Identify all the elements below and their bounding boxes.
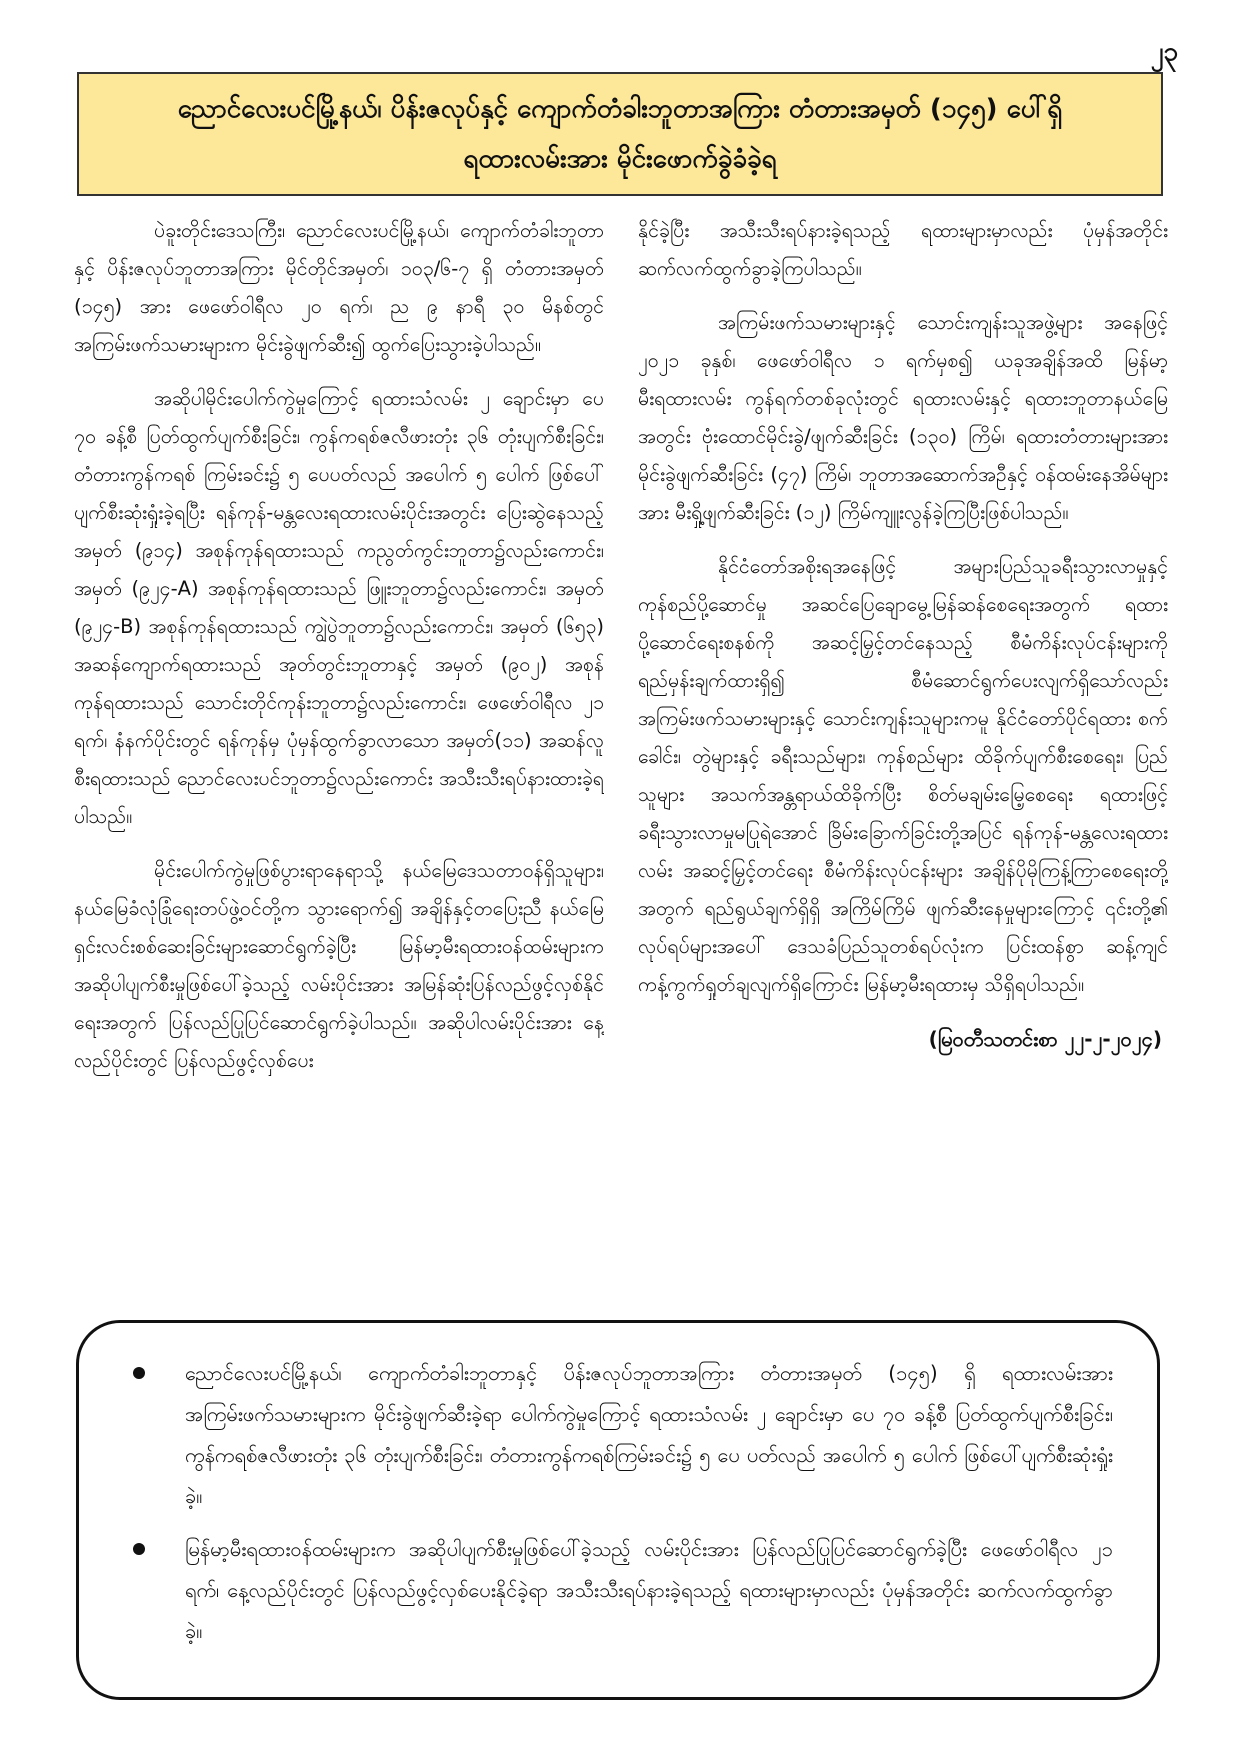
- summary-item-text: ညောင်လေးပင်မြို့နယ်၊ ကျောက်တံခါးဘူတာနှင့် ပိန်းဇလုပ်ဘူတာအကြား တံတားအမှတ် (၁၄၅) ရှိ ရထားလမ်းအား အကြမ်းဖက်သမားများက မိုင်းခွဲဖျက်ဆီးခဲ့ရာ ပေါက်ကွဲမှုကြောင့် ရထားသံလမ်း ၂ ချောင်းမှာ ပေ ၇၀ ခန့်စီ ပြတ်ထွက်ပျက်စီးခြင်း၊ ကွန်ကရစ်ဇလီဖားတုံး ၃၆ တုံးပျက်စီးခြင်း၊ တံတားကွန်ကရစ်ကြမ်းခင်း၌ ၅ ပေ ပတ်လည် အပေါက် ၅ ပေါက် ဖြစ်ပေါ်ပျက်စီးဆုံးရှုံးခဲ့။: [185, 1361, 1113, 1508]
- article-paragraph: ပဲခူးတိုင်းဒေသကြီး၊ ညောင်လေးပင်မြို့နယ်၊ ကျောက်တံခါးဘူတာနှင့် ပိန်းဇလုပ်ဘူတာအကြား မိုင်တိုင်အမှတ်၊ ၁၀၃/၆-၇ ရှိ တံတားအမှတ် (၁၄၅) အား ဖေဖော်ဝါရီလ ၂၀ ရက်၊ ည ၉ နာရီ ၃၀ မိနစ်တွင် အကြမ်းဖက်သမားများက မိုင်းခွဲဖျက်ဆီး၍ ထွက်ပြေးသွားခဲ့ပါသည်။: [74, 219, 604, 356]
- headline-box: [77, 72, 1163, 196]
- summary-item-text: မြန်မာ့မီးရထားဝန်ထမ်းများက အဆိုပါပျက်စီးမှုဖြစ်ပေါ်ခဲ့သည့် လမ်းပိုင်းအား ပြန်လည်ပြုပြင်ဆောင်ရွက်ခဲ့ပြီး ဖေဖော်ဝါရီလ ၂၁ ရက်၊ နေ့လည်ပိုင်းတွင် ပြန်လည်ဖွင့်လှစ်ပေးနိုင်ခဲ့ရာ အသီးသီးရပ်နားခဲ့ရသည့် ရထားများမှာလည်း ပုံမှန်အတိုင်း ဆက်လက်ထွက်ခွာခဲ့။: [185, 1537, 1113, 1643]
- headline-line-2: ရထားလမ်းအား မိုင်းဖောက်ခွဲခံခဲ့ရ: [463, 144, 777, 174]
- article-source: (မြဝတီသတင်းစာ ၂၂-၂-၂၀၂၄): [928, 1027, 1162, 1051]
- article-paragraph: အကြမ်းဖက်သမားများနှင့် သောင်းကျန်းသူအဖွဲ့များ အနေဖြင့် ၂၀၂၁ ခုနှစ်၊ ဖေဖော်ဝါရီလ ၁ ရက်မှစ၍ ယခုအချိန်အထိ မြန်မာ့မီးရထားလမ်း ကွန်ရက်တစ်ခုလုံးတွင် ရထားလမ်းနှင့် ရထားဘူတာနယ်မြေအတွင်း ဗုံးထောင်မိုင်းခွဲ/ဖျက်ဆီးခြင်း (၁၃၀) ကြိမ်၊ ရထားတံတားများအား မိုင်းခွဲဖျက်ဆီးခြင်း (၄၇) ကြိမ်၊ ဘူတာအဆောက်အဦနှင့် ဝန်ထမ်းနေအိမ်များအား မီးရှို့ဖျက်ဆီးခြင်း (၁၂) ကြိမ်ကျူးလွန်ခဲ့ကြပြီးဖြစ်ပါသည်။: [638, 311, 1168, 524]
- page-number: ၂၃: [1150, 37, 1178, 67]
- summary-item: [123, 1353, 1113, 1517]
- article-right-column: [638, 212, 1168, 1282]
- summary-box: [76, 1320, 1160, 1700]
- summary-item: [123, 1529, 1113, 1652]
- article-body: [74, 212, 1168, 1282]
- article-paragraph: အဆိုပါမိုင်းပေါက်ကွဲမှုကြောင့် ရထားသံလမ်း ၂ ချောင်းမှာ ပေ ၇၀ ခန့်စီ ပြတ်ထွက်ပျက်စီးခြင်း၊ ကွန်ကရစ်ဇလီဖားတုံး ၃၆ တုံးပျက်စီးခြင်း၊ တံတားကွန်ကရစ် ကြမ်းခင်း၌ ၅ ပေပတ်လည် အပေါက် ၅ ပေါက် ဖြစ်ပေါ်ပျက်စီးဆုံးရှုံးခဲ့ရပြီး ရန်ကုန်-မန္တလေးရထားလမ်းပိုင်းအတွင်း ပြေးဆွဲနေသည့် အမှတ် (၉၁၄) အစုန်ကုန်ရထားသည် ကညွတ်ကွင်းဘူတာ၌လည်းကောင်း၊ အမှတ် (၉၂၄-A) အစုန်ကုန်ရထားသည် ဖြူးဘူတာ၌လည်းကောင်း၊ အမှတ် (၉၂၄-B) အစုန်ကုန်ရထားသည် ကျွဲပွဲဘူတာ၌လည်းကောင်း၊ အမှတ် (၆၅၃) အဆန်ကျောက်ရထားသည် အုတ်တွင်းဘူတာနှင့် အမှတ် (၉၀၂) အစုန်ကုန်ရထားသည် သောင်းတိုင်ကုန်းဘူတာ၌လည်းကောင်း၊ ဖေဖော်ဝါရီလ ၂၁ ရက်၊ နံနက်ပိုင်းတွင် ရန်ကုန်မှ ပုံမှန်ထွက်ခွာလာသော အမှတ်(၁၁) အဆန်လူစီးရထားသည် ညောင်လေးပင်ဘူတာ၌လည်းကောင်း အသီးသီးရပ်နားထားခဲ့ရပါသည်။: [74, 387, 604, 828]
- summary-list: [123, 1353, 1113, 1652]
- bullet-icon: [133, 1543, 145, 1555]
- bullet-icon: [133, 1367, 145, 1379]
- article-paragraph: နိုင်ငံတော်အစိုးရအနေဖြင့် အများပြည်သူခရီးသွားလာမှုနှင့် ကုန်စည်ပို့ဆောင်မှု အဆင်ပြေချောမွေ့မြန်ဆန်စေရေးအတွက် ရထားပို့ဆောင်ရေးစနစ်ကို အဆင့်မြှင့်တင်နေသည့် စီမံကိန်းလုပ်ငန်းများကို ရည်မှန်းချက်ထားရှိ၍ စီမံဆောင်ရွက်ပေးလျက်ရှိသော်လည်း အကြမ်းဖက်သမားများနှင့် သောင်းကျန်းသူများကမူ နိုင်ငံတော်ပိုင်ရထား စက်ခေါင်း၊ တွဲများနှင့် ခရီးသည်များ၊ ကုန်စည်များ ထိခိုက်ပျက်စီးစေရေး၊ ပြည်သူများ အသက်အန္တရာယ်ထိခိုက်ပြီး စိတ်မချမ်းမြေ့စေရေး ရထားဖြင့် ခရီးသွားလာမှုမပြုရဲအောင် ခြိမ်းခြောက်ခြင်းတို့အပြင် ရန်ကုန်-မန္တလေးရထားလမ်း အဆင့်မြှင့်တင်ရေး စီမံကိန်းလုပ်ငန်းများ အချိန်ပိုမိုကြန့်ကြာစေရေးတို့အတွက် ရည်ရွယ်ချက်ရှိရှိ အကြိမ်ကြိမ် ဖျက်ဆီးနေမှုများကြောင့် ၎င်းတို့၏ လုပ်ရပ်များအပေါ် ဒေသခံပြည်သူတစ်ရပ်လုံးက ပြင်းထန်စွာ ဆန့်ကျင်ကန့်ကွက်ရှုတ်ချလျက်ရှိကြောင်း မြန်မာ့မီးရထားမှ သိရှိရပါသည်။: [638, 555, 1168, 996]
- article-paragraph: မိုင်းပေါက်ကွဲမှုဖြစ်ပွားရာနေရာသို့ နယ်မြေဒေသတာဝန်ရှိသူများ၊ နယ်မြေခံလုံခြုံရေးတပ်ဖွဲ့ဝင်တို့က သွားရောက်၍ အချိန်နှင့်တပြေးညီ နယ်မြေရှင်းလင်းစစ်ဆေးခြင်းများဆောင်ရွက်ခဲ့ပြီး မြန်မာ့မီးရထားဝန်ထမ်းများက အဆိုပါပျက်စီးမှုဖြစ်ပေါ်ခဲ့သည့် လမ်းပိုင်းအား အမြန်ဆုံးပြန်လည်ဖွင့်လှစ်နိုင်ရေးအတွက် ပြန်လည်ပြုပြင်ဆောင်ရွက်ခဲ့ပါသည်။ အဆိုပါလမ်းပိုင်းအား နေ့လည်ပိုင်းတွင် ပြန်လည်ဖွင့်လှစ်ပေး: [74, 859, 604, 1072]
- article-left-column: [74, 212, 604, 1282]
- headline-line-1: ညောင်လေးပင်မြို့နယ်၊ ပိန်းဇလုပ်နှင့် ကျောက်တံခါးဘူတာအကြား တံတားအမှတ် (၁၄၅) ပေါ်ရှိ: [177, 94, 1063, 124]
- article-paragraph: နိုင်ခဲ့ပြီး အသီးသီးရပ်နားခဲ့ရသည့် ရထားများမှာလည်း ပုံမှန်အတိုင်း ဆက်လက်ထွက်ခွာခဲ့ကြပါသည်။: [638, 219, 1168, 280]
